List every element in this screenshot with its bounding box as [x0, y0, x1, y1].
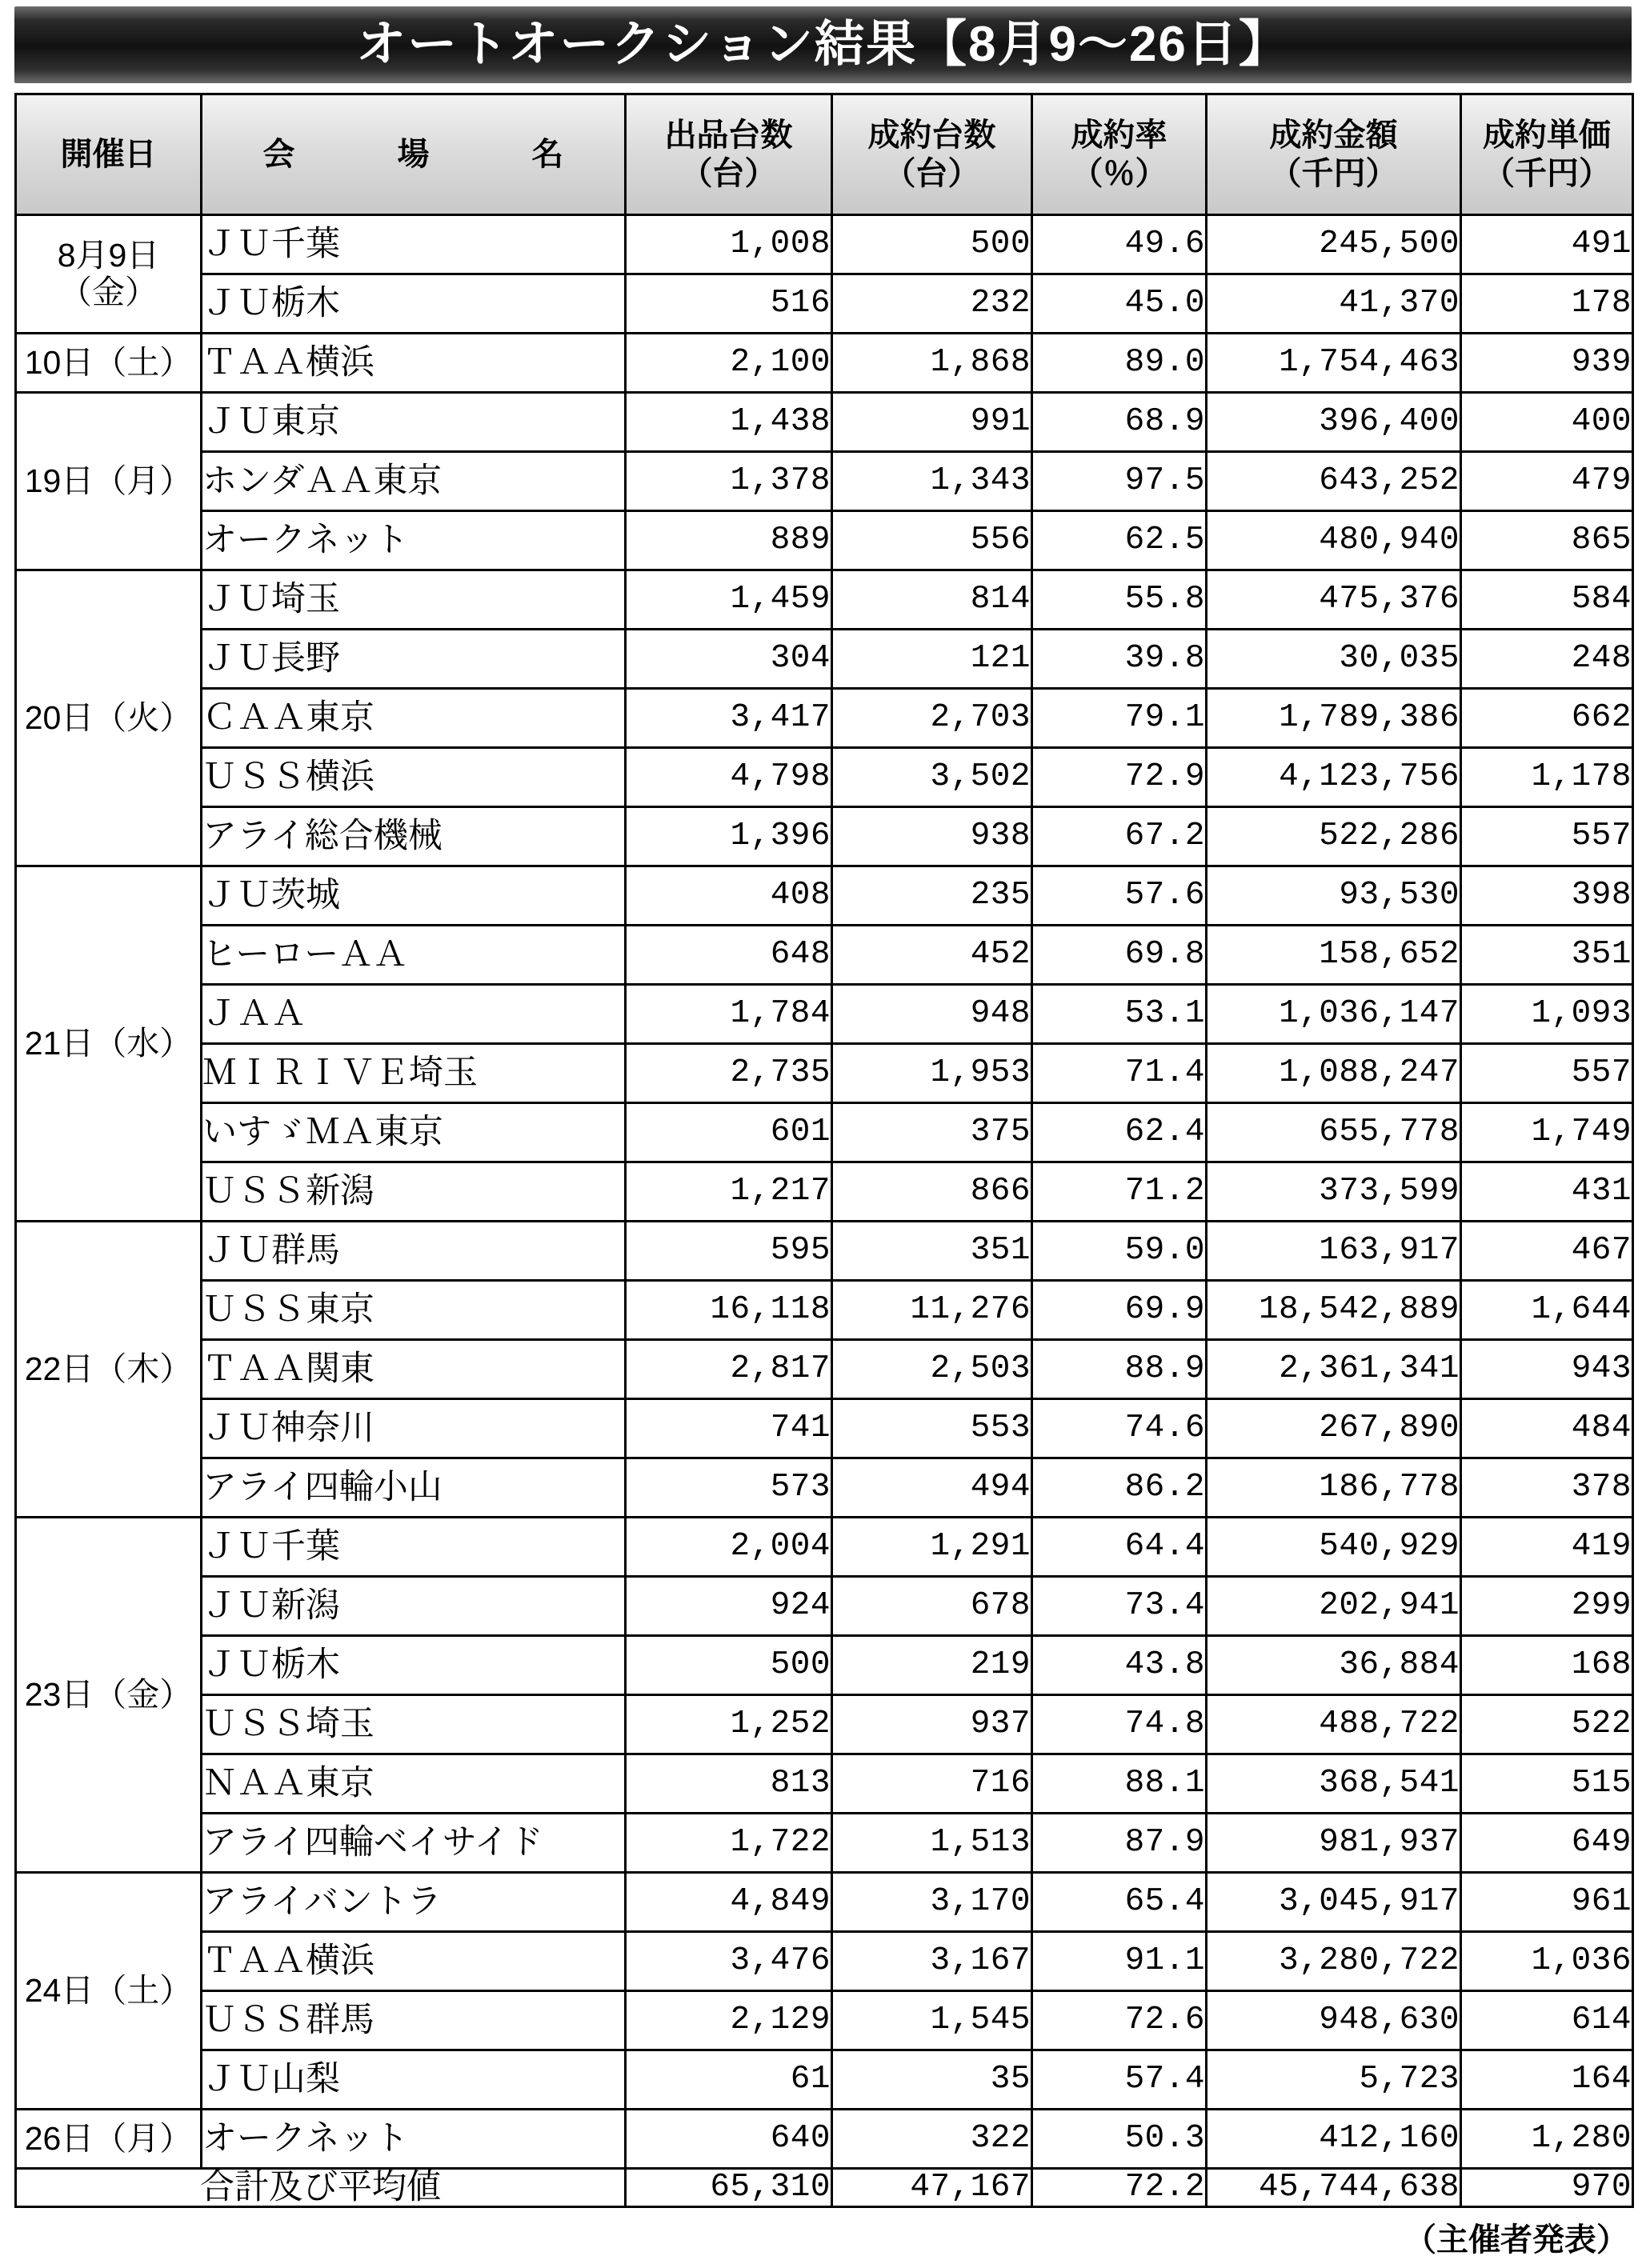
unit-price: 1,749 — [1461, 1103, 1633, 1162]
sold-count: 375 — [832, 1103, 1032, 1162]
listed-count: 2,817 — [626, 1340, 832, 1399]
auction-date-cell — [16, 334, 202, 393]
column-header-listed-line2: （台） — [680, 156, 777, 191]
sold-count: 3,170 — [832, 1873, 1032, 1932]
table-row — [16, 1991, 1633, 2050]
table-row — [16, 452, 1633, 511]
sold-rate: 39.8 — [1032, 630, 1207, 689]
sold-amount: 1,088,247 — [1207, 1044, 1461, 1103]
table-row — [16, 866, 1633, 926]
auction-date-cell — [16, 570, 202, 866]
unit-price: 1,093 — [1461, 985, 1633, 1044]
venue-name: いすゞＭＡ東京 — [202, 1103, 626, 1162]
total-amount: 45,744,638 — [1207, 2169, 1461, 2207]
venue-name: オークネット — [202, 511, 626, 570]
table-row — [16, 511, 1633, 570]
unit-price: 1,644 — [1461, 1281, 1633, 1340]
column-header-venue — [202, 94, 626, 215]
auction-date-line2: （金） — [59, 273, 158, 310]
table-row — [16, 807, 1633, 866]
sold-amount: 540,929 — [1207, 1518, 1461, 1577]
sold-amount: 93,530 — [1207, 866, 1461, 926]
sold-rate: 72.6 — [1032, 1991, 1207, 2050]
table-row — [16, 630, 1633, 689]
venue-name: ＪＵ新潟 — [202, 1577, 626, 1636]
sold-amount: 655,778 — [1207, 1103, 1461, 1162]
page-title: オートオークション結果【8月9〜26日】 — [356, 17, 1290, 72]
table-header-row — [16, 94, 1633, 215]
column-header-sold-line1: 成約台数 — [867, 118, 996, 153]
listed-count: 500 — [626, 1636, 832, 1695]
table-row — [16, 1873, 1633, 1932]
auction-date-cell — [16, 2110, 202, 2169]
unit-price: 491 — [1461, 215, 1633, 274]
table-row — [16, 1340, 1633, 1399]
sold-amount: 412,160 — [1207, 2110, 1461, 2169]
listed-count: 924 — [626, 1577, 832, 1636]
sold-amount: 202,941 — [1207, 1577, 1461, 1636]
unit-price: 522 — [1461, 1695, 1633, 1754]
sold-amount: 396,400 — [1207, 393, 1461, 452]
unit-price: 662 — [1461, 689, 1633, 748]
table-row — [16, 1932, 1633, 1991]
sold-count: 991 — [832, 393, 1032, 452]
venue-name: ＪＵ栃木 — [202, 274, 626, 334]
unit-price: 299 — [1461, 1577, 1633, 1636]
table-row — [16, 1577, 1633, 1636]
venue-name: アライ四輪ベイサイド — [202, 1814, 626, 1873]
unit-price: 351 — [1461, 926, 1633, 985]
sold-rate: 50.3 — [1032, 2110, 1207, 2169]
sold-rate: 53.1 — [1032, 985, 1207, 1044]
sold-rate: 86.2 — [1032, 1458, 1207, 1518]
column-header-amount-line1: 成約金額 — [1269, 118, 1398, 153]
sold-count: 814 — [832, 570, 1032, 630]
venue-name: ＭＩＲＩＶＥ埼玉 — [202, 1044, 626, 1103]
table-row — [16, 215, 1633, 274]
unit-price: 614 — [1461, 1991, 1633, 2050]
sold-count: 553 — [832, 1399, 1032, 1458]
listed-count: 2,129 — [626, 1991, 832, 2050]
sold-count: 866 — [832, 1162, 1032, 1222]
unit-price: 467 — [1461, 1222, 1633, 1281]
sold-rate: 57.6 — [1032, 866, 1207, 926]
venue-name: アライバントラ — [202, 1873, 626, 1932]
column-header-rate-line1: 成約率 — [1071, 118, 1167, 153]
listed-count: 16,118 — [626, 1281, 832, 1340]
table-row — [16, 570, 1633, 630]
total-sold: 47,167 — [832, 2169, 1032, 2207]
table-row — [16, 985, 1633, 1044]
sold-amount: 1,754,463 — [1207, 334, 1461, 393]
column-header-listed-line1: 出品台数 — [664, 118, 793, 153]
auction-date-cell — [16, 1222, 202, 1518]
listed-count: 4,849 — [626, 1873, 832, 1932]
auction-date-line1: 8月9日 — [57, 237, 160, 274]
sold-amount: 5,723 — [1207, 2050, 1461, 2110]
venue-name: アライ総合機械 — [202, 807, 626, 866]
auction-date-line1: 24日（土） — [24, 1971, 193, 2009]
table-row — [16, 1399, 1633, 1458]
sold-amount: 1,036,147 — [1207, 985, 1461, 1044]
sold-rate: 49.6 — [1032, 215, 1207, 274]
unit-price: 939 — [1461, 334, 1633, 393]
sold-amount: 488,722 — [1207, 1695, 1461, 1754]
listed-count: 1,438 — [626, 393, 832, 452]
table-row — [16, 1458, 1633, 1518]
sold-amount: 3,280,722 — [1207, 1932, 1461, 1991]
listed-count: 408 — [626, 866, 832, 926]
sold-count: 1,545 — [832, 1991, 1032, 2050]
table-row — [16, 748, 1633, 807]
listed-count: 2,004 — [626, 1518, 832, 1577]
venue-name: ＴＡＡ関東 — [202, 1340, 626, 1399]
venue-name: ＵＳＳ新潟 — [202, 1162, 626, 1222]
sold-amount: 2,361,341 — [1207, 1340, 1461, 1399]
column-header-listed — [626, 94, 832, 215]
sold-amount: 373,599 — [1207, 1162, 1461, 1222]
column-header-rate — [1032, 94, 1207, 215]
column-header-sold — [832, 94, 1032, 215]
listed-count: 889 — [626, 511, 832, 570]
page-root — [0, 6, 1646, 2268]
sold-rate: 57.4 — [1032, 2050, 1207, 2110]
sold-count: 716 — [832, 1754, 1032, 1814]
sold-count: 232 — [832, 274, 1032, 334]
sold-count: 351 — [832, 1222, 1032, 1281]
sold-count: 556 — [832, 511, 1032, 570]
auction-date-line1: 20日（火） — [24, 698, 193, 736]
sold-rate: 88.9 — [1032, 1340, 1207, 1399]
sold-rate: 71.2 — [1032, 1162, 1207, 1222]
venue-name: ＣＡＡ東京 — [202, 689, 626, 748]
sold-rate: 79.1 — [1032, 689, 1207, 748]
listed-count: 1,217 — [626, 1162, 832, 1222]
venue-name: ＪＵ千葉 — [202, 1518, 626, 1577]
sold-count: 1,953 — [832, 1044, 1032, 1103]
venue-name: ＪＵ栃木 — [202, 1636, 626, 1695]
listed-count: 640 — [626, 2110, 832, 2169]
column-header-amount-line2: （千円） — [1269, 156, 1398, 191]
listed-count: 741 — [626, 1399, 832, 1458]
column-header-date — [16, 94, 202, 215]
total-listed: 65,310 — [626, 2169, 832, 2207]
sold-amount: 163,917 — [1207, 1222, 1461, 1281]
unit-price: 419 — [1461, 1518, 1633, 1577]
unit-price: 557 — [1461, 1044, 1633, 1103]
auction-date-cell — [16, 1873, 202, 2110]
listed-count: 3,417 — [626, 689, 832, 748]
sold-rate: 43.8 — [1032, 1636, 1207, 1695]
listed-count: 1,396 — [626, 807, 832, 866]
table-total-row — [16, 2169, 1633, 2207]
sold-rate: 71.4 — [1032, 1044, 1207, 1103]
sold-rate: 74.6 — [1032, 1399, 1207, 1458]
sold-amount: 475,376 — [1207, 570, 1461, 630]
table-row — [16, 1044, 1633, 1103]
listed-count: 1,378 — [626, 452, 832, 511]
sold-amount: 4,123,756 — [1207, 748, 1461, 807]
sold-amount: 981,937 — [1207, 1814, 1461, 1873]
listed-count: 1,459 — [626, 570, 832, 630]
sold-rate: 64.4 — [1032, 1518, 1207, 1577]
sold-count: 1,291 — [832, 1518, 1032, 1577]
sold-count: 948 — [832, 985, 1032, 1044]
column-header-unit-price — [1461, 94, 1633, 215]
unit-price: 1,036 — [1461, 1932, 1633, 1991]
auction-date-line1: 19日（月） — [24, 462, 193, 499]
sold-count: 452 — [832, 926, 1032, 985]
venue-name: ＪＵ長野 — [202, 630, 626, 689]
venue-name: ＪＵ山梨 — [202, 2050, 626, 2110]
listed-count: 813 — [626, 1754, 832, 1814]
sold-amount: 186,778 — [1207, 1458, 1461, 1518]
sold-rate: 88.1 — [1032, 1754, 1207, 1814]
sold-rate: 67.2 — [1032, 807, 1207, 866]
auction-date-line1: 26日（月） — [24, 2119, 193, 2157]
table-row — [16, 1814, 1633, 1873]
sold-count: 235 — [832, 866, 1032, 926]
sold-count: 11,276 — [832, 1281, 1032, 1340]
table-row — [16, 1518, 1633, 1577]
venue-name: ＵＳＳ埼玉 — [202, 1695, 626, 1754]
venue-name: ＪＵ神奈川 — [202, 1399, 626, 1458]
unit-price: 943 — [1461, 1340, 1633, 1399]
table-row — [16, 689, 1633, 748]
sold-amount: 41,370 — [1207, 274, 1461, 334]
listed-count: 3,476 — [626, 1932, 832, 1991]
sold-amount: 18,542,889 — [1207, 1281, 1461, 1340]
total-label: 合計及び平均値 — [16, 2169, 626, 2207]
sold-count: 3,167 — [832, 1932, 1032, 1991]
sold-rate: 72.9 — [1032, 748, 1207, 807]
venue-name: アライ四輪小山 — [202, 1458, 626, 1518]
table-row — [16, 274, 1633, 334]
sold-rate: 97.5 — [1032, 452, 1207, 511]
sold-rate: 69.8 — [1032, 926, 1207, 985]
sold-rate: 65.4 — [1032, 1873, 1207, 1932]
sold-amount: 948,630 — [1207, 1991, 1461, 2050]
sold-count: 500 — [832, 215, 1032, 274]
venue-name: オークネット — [202, 2110, 626, 2169]
table-row — [16, 2110, 1633, 2169]
sold-rate: 87.9 — [1032, 1814, 1207, 1873]
sold-amount: 36,884 — [1207, 1636, 1461, 1695]
unit-price: 584 — [1461, 570, 1633, 630]
unit-price: 961 — [1461, 1873, 1633, 1932]
sold-amount: 267,890 — [1207, 1399, 1461, 1458]
sold-count: 322 — [832, 2110, 1032, 2169]
sold-count: 1,513 — [832, 1814, 1032, 1873]
listed-count: 1,784 — [626, 985, 832, 1044]
venue-name: ＵＳＳ群馬 — [202, 1991, 626, 2050]
unit-price: 178 — [1461, 274, 1633, 334]
listed-count: 304 — [626, 630, 832, 689]
unit-price: 1,280 — [1461, 2110, 1633, 2169]
table-row — [16, 393, 1633, 452]
column-header-venue-line1: 会 場 名 — [262, 137, 577, 172]
listed-count: 4,798 — [626, 748, 832, 807]
venue-name: ＪＡＡ — [202, 985, 626, 1044]
sold-count: 1,343 — [832, 452, 1032, 511]
sold-amount: 3,045,917 — [1207, 1873, 1461, 1932]
listed-count: 573 — [626, 1458, 832, 1518]
sold-amount: 368,541 — [1207, 1754, 1461, 1814]
unit-price: 649 — [1461, 1814, 1633, 1873]
listed-count: 1,252 — [626, 1695, 832, 1754]
sold-rate: 59.0 — [1032, 1222, 1207, 1281]
venue-name: ヒーローＡＡ — [202, 926, 626, 985]
total-rate: 72.2 — [1032, 2169, 1207, 2207]
auction-date-cell — [16, 393, 202, 570]
unit-price: 400 — [1461, 393, 1633, 452]
sold-rate: 62.5 — [1032, 511, 1207, 570]
table-body — [16, 215, 1633, 2207]
column-header-unit-price-line2: （千円） — [1483, 156, 1611, 191]
column-header-date-line1: 開催日 — [60, 137, 157, 172]
table-header — [16, 94, 1633, 215]
venue-name: ＵＳＳ横浜 — [202, 748, 626, 807]
auction-date-line1: 21日（水） — [24, 1024, 193, 1062]
unit-price: 557 — [1461, 807, 1633, 866]
unit-price: 398 — [1461, 866, 1633, 926]
sold-amount: 522,286 — [1207, 807, 1461, 866]
unit-price: 865 — [1461, 511, 1633, 570]
total-unit: 970 — [1461, 2169, 1633, 2207]
venue-name: ＮＡＡ東京 — [202, 1754, 626, 1814]
venue-name: ＴＡＡ横浜 — [202, 334, 626, 393]
venue-name: ＪＵ群馬 — [202, 1222, 626, 1281]
sold-count: 937 — [832, 1695, 1032, 1754]
source-footnote: （主催者発表） — [1404, 2222, 1628, 2258]
page-title-banner — [14, 6, 1632, 83]
auction-date-cell — [16, 1518, 202, 1873]
auction-date-cell — [16, 215, 202, 334]
sold-count: 2,503 — [832, 1340, 1032, 1399]
auction-date-cell — [16, 866, 202, 1222]
venue-name: ＪＵ茨城 — [202, 866, 626, 926]
sold-amount: 30,035 — [1207, 630, 1461, 689]
auction-results-table — [14, 93, 1634, 2208]
sold-rate: 91.1 — [1032, 1932, 1207, 1991]
sold-rate: 62.4 — [1032, 1103, 1207, 1162]
sold-rate: 73.4 — [1032, 1577, 1207, 1636]
sold-count: 35 — [832, 2050, 1032, 2110]
unit-price: 479 — [1461, 452, 1633, 511]
venue-name: ＪＵ東京 — [202, 393, 626, 452]
sold-rate: 74.8 — [1032, 1695, 1207, 1754]
unit-price: 1,178 — [1461, 748, 1633, 807]
unit-price: 248 — [1461, 630, 1633, 689]
sold-amount: 643,252 — [1207, 452, 1461, 511]
listed-count: 2,100 — [626, 334, 832, 393]
table-row — [16, 1636, 1633, 1695]
unit-price: 164 — [1461, 2050, 1633, 2110]
sold-count: 121 — [832, 630, 1032, 689]
column-header-rate-line2: （％） — [1071, 156, 1167, 191]
venue-name: ホンダＡＡ東京 — [202, 452, 626, 511]
listed-count: 601 — [626, 1103, 832, 1162]
listed-count: 1,722 — [626, 1814, 832, 1873]
sold-count: 3,502 — [832, 748, 1032, 807]
unit-price: 168 — [1461, 1636, 1633, 1695]
unit-price: 515 — [1461, 1754, 1633, 1814]
table-row — [16, 1222, 1633, 1281]
sold-count: 2,703 — [832, 689, 1032, 748]
table-row — [16, 1754, 1633, 1814]
sold-count: 219 — [832, 1636, 1032, 1695]
sold-count: 938 — [832, 807, 1032, 866]
table-row — [16, 1103, 1633, 1162]
unit-price: 431 — [1461, 1162, 1633, 1222]
sold-count: 678 — [832, 1577, 1032, 1636]
sold-count: 1,868 — [832, 334, 1032, 393]
venue-name: ＪＵ埼玉 — [202, 570, 626, 630]
sold-amount: 245,500 — [1207, 215, 1461, 274]
table-row — [16, 2050, 1633, 2110]
sold-rate: 89.0 — [1032, 334, 1207, 393]
listed-count: 1,008 — [626, 215, 832, 274]
sold-rate: 69.9 — [1032, 1281, 1207, 1340]
listed-count: 648 — [626, 926, 832, 985]
column-header-unit-price-line1: 成約単価 — [1483, 118, 1611, 153]
listed-count: 516 — [626, 274, 832, 334]
sold-count: 494 — [832, 1458, 1032, 1518]
table-row — [16, 334, 1633, 393]
table-row — [16, 1281, 1633, 1340]
venue-name: ＴＡＡ横浜 — [202, 1932, 626, 1991]
unit-price: 484 — [1461, 1399, 1633, 1458]
listed-count: 2,735 — [626, 1044, 832, 1103]
sold-amount: 158,652 — [1207, 926, 1461, 985]
sold-rate: 55.8 — [1032, 570, 1207, 630]
table-row — [16, 1695, 1633, 1754]
venue-name: ＵＳＳ東京 — [202, 1281, 626, 1340]
venue-name: ＪＵ千葉 — [202, 215, 626, 274]
auction-date-line1: 23日（金） — [24, 1675, 193, 1713]
table-row — [16, 1162, 1633, 1222]
unit-price: 378 — [1461, 1458, 1633, 1518]
sold-amount: 1,789,386 — [1207, 689, 1461, 748]
table-row — [16, 926, 1633, 985]
auction-date-line1: 22日（木） — [24, 1350, 193, 1387]
listed-count: 61 — [626, 2050, 832, 2110]
sold-amount: 480,940 — [1207, 511, 1461, 570]
column-header-sold-line2: （台） — [883, 156, 980, 191]
column-header-amount — [1207, 94, 1461, 215]
sold-rate: 68.9 — [1032, 393, 1207, 452]
auction-date-line1: 10日（土） — [24, 343, 193, 381]
listed-count: 595 — [626, 1222, 832, 1281]
sold-rate: 45.0 — [1032, 274, 1207, 334]
